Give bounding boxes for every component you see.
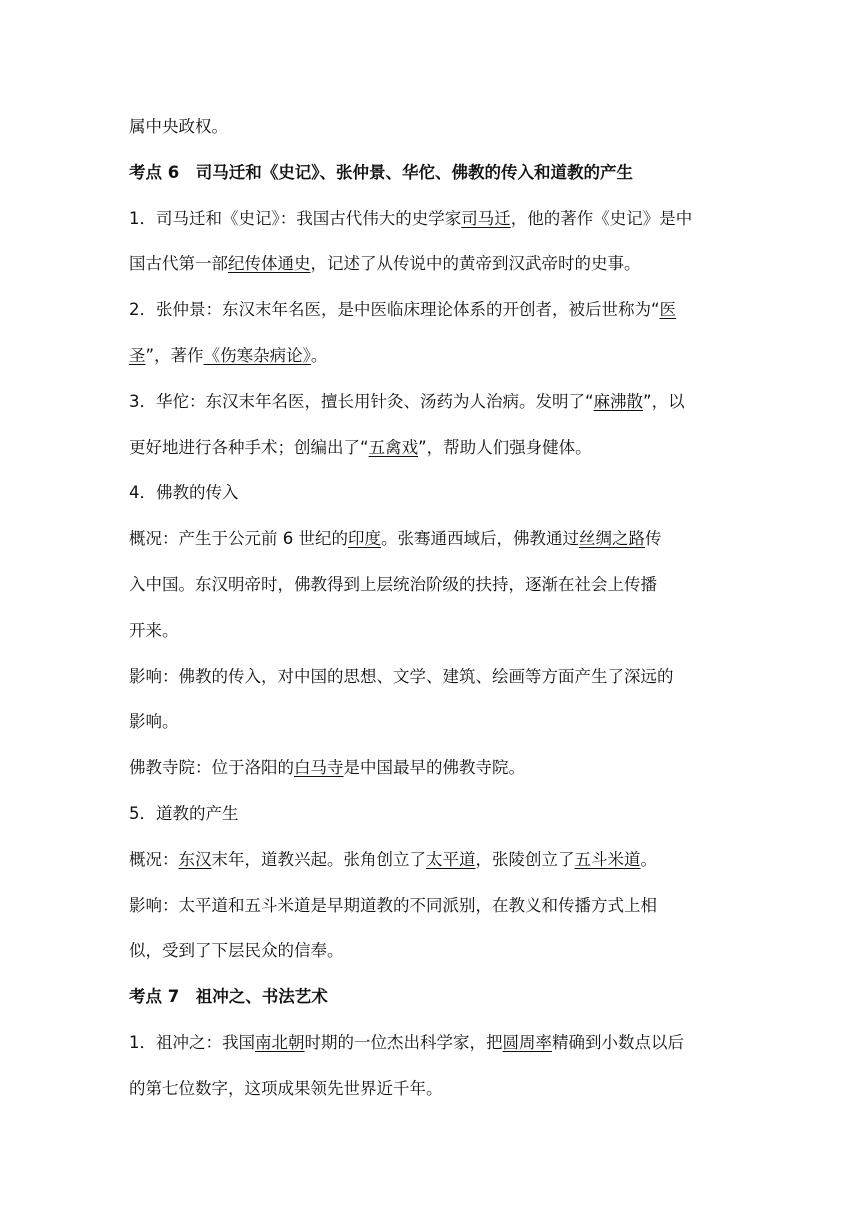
text-segment: 时期的一位杰出科学家，把: [304, 1033, 503, 1052]
text-segment: 影响：佛教的传入，对中国的思想、文学、建筑、绘画等方面产生了深远的: [129, 667, 674, 686]
text-line: [129, 895, 657, 917]
underlined-answer: 纪传体通史: [228, 254, 311, 273]
text-segment: 。: [310, 346, 328, 365]
underlined-answer: 太平道: [426, 850, 476, 869]
text-line: [129, 940, 344, 962]
text-line: [129, 208, 692, 230]
text-line: [129, 1078, 443, 1100]
text-segment: 4．佛教的传入: [129, 483, 239, 502]
underlined-answer: 东汉: [178, 850, 212, 869]
text-segment: 入中国。东汉明帝时，佛教得到上层统治阶级的扶持，逐渐在社会上传播: [129, 575, 657, 594]
text-segment: 属中央政权。: [129, 117, 228, 136]
underlined-answer: 《伤寒杂病论》: [203, 346, 311, 365]
text-line: [129, 620, 179, 642]
text-segment: 开来。: [129, 621, 179, 640]
text-segment: ，张陵创立了: [475, 850, 575, 869]
text-line: [129, 666, 674, 688]
underlined-answer: 司马迁: [461, 209, 511, 228]
text-line: [129, 711, 179, 733]
text-segment: ，他的著作《史记》是中: [510, 209, 693, 228]
text-segment: 5．道教的产生: [129, 804, 239, 823]
text-line: [129, 437, 592, 459]
section-heading: [129, 162, 633, 184]
text-segment: 1．祖冲之：我国: [129, 1033, 255, 1052]
text-segment: 1．司马迁和《史记》：我国古代伟大的史学家: [129, 209, 462, 228]
text-line: [129, 574, 657, 596]
underlined-answer: 白马寺: [294, 758, 344, 777]
text-line: [129, 757, 525, 779]
text-segment: 影响：太平道和五斗米道是早期道教的不同派别，在教义和传播方式上相: [129, 896, 657, 915]
underlined-answer: 五禽戏: [368, 438, 419, 457]
underlined-answer: 丝绸之路: [579, 529, 645, 548]
text-segment: 是中国最早的佛教寺院。: [343, 758, 525, 777]
text-segment: ”，以: [643, 392, 685, 411]
text-segment: 末年，道教兴起。张角创立了: [211, 850, 426, 869]
text-segment: 似，受到了下层民众的信奉。: [129, 941, 344, 960]
underlined-answer: 印度: [348, 529, 381, 548]
underlined-answer: 圣: [129, 346, 146, 365]
text-segment: 更好地进行各种手术；创编出了“: [129, 438, 369, 457]
text-line: [129, 391, 685, 413]
text-segment: 考点 7 祖冲之、书法艺术: [129, 987, 328, 1006]
text-segment: 传: [645, 529, 662, 548]
text-segment: 。: [640, 850, 657, 869]
text-segment: ”，帮助人们强身健体。: [418, 438, 592, 457]
text-segment: 国古代第一部: [129, 254, 228, 273]
text-line: [129, 116, 228, 138]
text-segment: 2．张仲景：东汉末年名医，是中医临床理论体系的开创者，被后世称为“: [129, 300, 660, 319]
text-line: [129, 253, 641, 275]
section-heading: [129, 986, 328, 1008]
underlined-answer: 南北朝: [255, 1033, 305, 1052]
underlined-answer: 医: [659, 300, 677, 319]
text-segment: 。张骞通西域后，佛教通过: [381, 529, 579, 548]
text-line: [129, 803, 239, 825]
text-segment: 考点 6 司马迁和《史记》、张仲景、华佗、佛教的传入和道教的产生: [129, 163, 633, 182]
text-line: [129, 345, 327, 367]
underlined-answer: 圆周率: [502, 1033, 552, 1052]
underlined-answer: 五斗米道: [574, 850, 641, 869]
text-line: [129, 299, 676, 321]
text-segment: 影响。: [129, 712, 179, 731]
text-segment: 佛教寺院：位于洛阳的: [129, 758, 294, 777]
underlined-answer: 麻沸散: [593, 392, 644, 411]
text-segment: 3．华佗：东汉末年名医，擅长用针灸、汤药为人治病。发明了“: [129, 392, 594, 411]
text-segment: 概况：: [129, 850, 179, 869]
text-line: [129, 1032, 684, 1054]
text-segment: 精确到小数点以后: [552, 1033, 684, 1052]
text-line: [129, 849, 657, 871]
text-line: [129, 482, 239, 504]
text-segment: 概况：产生于公元前 6 世纪的: [129, 529, 348, 548]
text-segment: ”，著作: [145, 346, 204, 365]
text-segment: 的第七位数字，这项成果领先世界近千年。: [129, 1079, 443, 1098]
text-line: [129, 528, 662, 550]
text-segment: ，记述了从传说中的黄帝到汉武帝时的史事。: [310, 254, 641, 273]
